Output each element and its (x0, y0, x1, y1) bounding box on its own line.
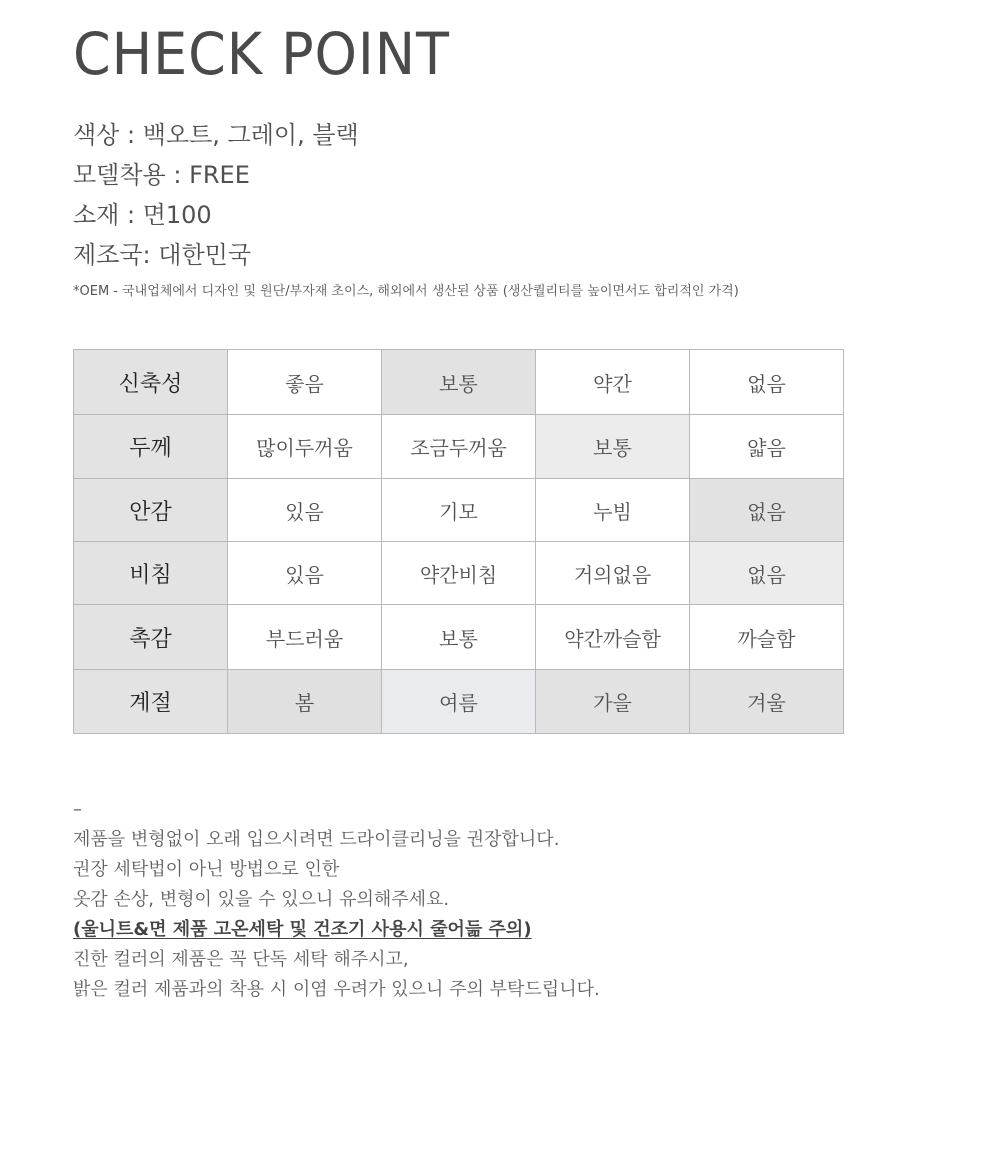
row-label: 계절 (74, 670, 228, 734)
option-cell: 보통 (382, 605, 536, 670)
option-cell: 약간까슬함 (536, 605, 690, 670)
spec-color: 색상 : 백오트, 그레이, 블랙 (73, 121, 359, 149)
option-cell-selected: 없음 (690, 542, 844, 605)
oem-note: *OEM - 국내업체에서 디자인 및 원단/부자재 초이스, 해외에서 생산된 상품 (생산퀄리티를 높이면서도 합리적인 가격) (73, 284, 739, 299)
table-row-elasticity (74, 350, 844, 415)
option-cell: 많이두꺼움 (228, 415, 382, 479)
table-row-lining (74, 479, 844, 542)
option-cell: 부드러움 (228, 605, 382, 670)
option-cell: 없음 (690, 350, 844, 415)
care-line: 밝은 컬러 제품과의 착용 시 이염 우려가 있으니 주의 부탁드립니다. (73, 979, 600, 1000)
option-cell: 까슬함 (690, 605, 844, 670)
option-cell: 기모 (382, 479, 536, 542)
option-cell-selected: 보통 (536, 415, 690, 479)
option-cell: 누빔 (536, 479, 690, 542)
spec-material: 소재 : 면100 (73, 201, 212, 229)
care-line: 진한 컬러의 제품은 꼭 단독 세탁 해주시고, (73, 949, 409, 970)
page-title: CHECK POINT (73, 20, 450, 88)
option-cell: 약간비침 (382, 542, 536, 605)
option-cell: 있음 (228, 542, 382, 605)
checkpoint-table (73, 349, 844, 734)
table-row-thickness (74, 415, 844, 479)
row-label: 비침 (74, 542, 228, 605)
spec-origin: 제조국: 대한민국 (73, 241, 252, 269)
option-cell-selected: 여름 (382, 670, 536, 734)
table-row-texture (74, 605, 844, 670)
option-cell-selected: 보통 (382, 350, 536, 415)
table-row-season (74, 670, 844, 734)
care-instructions (73, 795, 600, 1005)
row-label: 안감 (74, 479, 228, 542)
option-cell: 얇음 (690, 415, 844, 479)
option-cell: 있음 (228, 479, 382, 542)
care-line: 제품을 변형없이 오래 입으시려면 드라이클리닝을 권장합니다. (73, 829, 560, 850)
option-cell-selected: 봄 (228, 670, 382, 734)
care-line: 옷감 손상, 변형이 있을 수 있으니 유의해주세요. (73, 889, 450, 910)
option-cell: 거의없음 (536, 542, 690, 605)
spec-model-size: 모델착용 : FREE (73, 161, 250, 189)
row-label: 두께 (74, 415, 228, 479)
table-row-sheerness (74, 542, 844, 605)
option-cell: 약간 (536, 350, 690, 415)
option-cell: 좋음 (228, 350, 382, 415)
care-line: 권장 세탁법이 아닌 방법으로 인한 (73, 859, 340, 880)
option-cell: 조금두꺼움 (382, 415, 536, 479)
option-cell-selected: 겨울 (690, 670, 844, 734)
row-label: 신축성 (74, 350, 228, 415)
option-cell-selected: 가을 (536, 670, 690, 734)
row-label: 촉감 (74, 605, 228, 670)
option-cell-selected: 없음 (690, 479, 844, 542)
care-warning: (울니트&면 제품 고온세탁 및 건조기 사용시 줄어듦 주의) (73, 919, 532, 940)
care-dash: – (73, 799, 82, 820)
